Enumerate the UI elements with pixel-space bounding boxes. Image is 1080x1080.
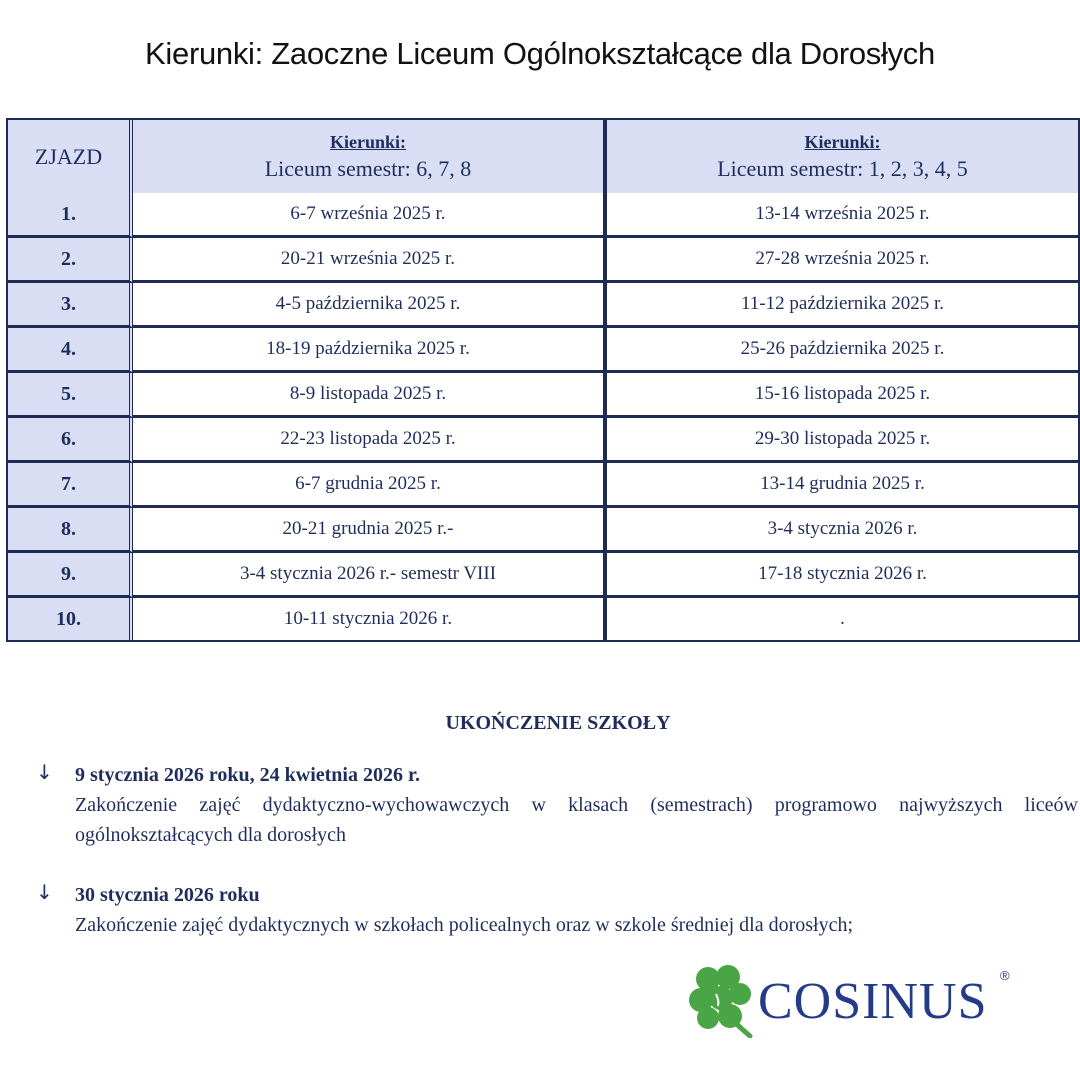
- zjazd-number: 10.: [8, 598, 133, 640]
- header-semestr-6-8: [133, 120, 607, 193]
- zjazd-number: 3.: [8, 283, 133, 328]
- table-row: [8, 238, 1078, 283]
- header-b-label: Kierunki:: [804, 131, 881, 152]
- date-semestr-6-8: 22-23 listopada 2025 r.: [133, 418, 607, 463]
- zjazd-number: 4.: [8, 328, 133, 373]
- zjazd-number: 9.: [8, 553, 133, 598]
- date-semestr-6-8: 6-7 grudnia 2025 r.: [133, 463, 607, 508]
- graduation-item: [36, 880, 1078, 940]
- table-header-row: [8, 120, 1078, 193]
- table-row: [8, 553, 1078, 598]
- header-a-label: Kierunki:: [329, 131, 406, 152]
- graduation-item-text: Zakończenie zajęć dydaktycznych w szkołach policealnych oraz w szkole średniej dla dorosłych;: [75, 914, 854, 936]
- header-zjazd: ZJAZD: [8, 120, 133, 193]
- logo-text: COSINUS: [758, 973, 988, 1030]
- table-row: [8, 598, 1078, 640]
- zjazd-number: 6.: [8, 418, 133, 463]
- date-semestr-6-8: 20-21 września 2025 r.: [133, 238, 607, 283]
- date-semestr-1-5: 17-18 stycznia 2026 r.: [607, 553, 1078, 598]
- graduation-item-date: 9 stycznia 2026 roku, 24 kwietnia 2026 r.: [75, 764, 421, 786]
- table-row: [8, 283, 1078, 328]
- date-semestr-6-8: 4-5 października 2025 r.: [133, 283, 607, 328]
- zjazd-number: 5.: [8, 373, 133, 418]
- table-row: [8, 328, 1078, 373]
- date-semestr-1-5: 25-26 października 2025 r.: [607, 328, 1078, 373]
- graduation-title: UKOŃCZENIE SZKOŁY: [445, 712, 671, 734]
- cosinus-logo: [688, 964, 1028, 1040]
- date-semestr-6-8: 18-19 października 2025 r.: [133, 328, 607, 373]
- date-semestr-6-8: 3-4 stycznia 2026 r.- semestr VIII: [133, 553, 607, 598]
- page-title: Kierunki: Zaoczne Liceum Ogólnokształcące dla Dorosłych: [145, 36, 935, 71]
- header-b-semesters: Liceum semestr: 1, 2, 3, 4, 5: [717, 155, 968, 181]
- table-row: [8, 508, 1078, 553]
- date-semestr-1-5: 29-30 listopada 2025 r.: [607, 418, 1078, 463]
- graduation-item-date: 30 stycznia 2026 roku: [75, 884, 260, 906]
- date-semestr-6-8: 6-7 września 2025 r.: [133, 193, 607, 238]
- graduation-item-text: Zakończenie zajęć dydaktyczno-wychowawczych w klasach (semestrach) programowo najwyższych liceów ogólnokształcących dla dorosłych: [75, 794, 1078, 846]
- arrow-down-icon: ↓: [36, 880, 53, 904]
- date-semestr-1-5: 13-14 września 2025 r.: [607, 193, 1078, 238]
- arrow-down-icon: ↓: [36, 760, 53, 784]
- date-semestr-1-5: 11-12 października 2025 r.: [607, 283, 1078, 328]
- zjazd-number: 8.: [8, 508, 133, 553]
- date-semestr-6-8: 20-21 grudnia 2025 r.-: [133, 508, 607, 553]
- clover-icon: [688, 964, 754, 1038]
- header-a-semesters: Liceum semestr: 6, 7, 8: [264, 155, 472, 181]
- registered-mark: ®: [1000, 968, 1010, 983]
- date-semestr-1-5: 13-14 grudnia 2025 r.: [607, 463, 1078, 508]
- table-row: [8, 373, 1078, 418]
- date-semestr-1-5: 27-28 września 2025 r.: [607, 238, 1078, 283]
- zjazd-number: 1.: [8, 193, 133, 238]
- date-semestr-6-8: 8-9 listopada 2025 r.: [133, 373, 607, 418]
- date-semestr-6-8: 10-11 stycznia 2026 r.: [133, 598, 607, 640]
- table-row: [8, 193, 1078, 238]
- table-row: [8, 418, 1078, 463]
- table-row: [8, 463, 1078, 508]
- schedule-table: [6, 118, 1080, 642]
- header-semestr-1-5: [607, 120, 1078, 193]
- zjazd-number: 2.: [8, 238, 133, 283]
- date-semestr-1-5: 3-4 stycznia 2026 r.: [607, 508, 1078, 553]
- date-semestr-1-5: 15-16 listopada 2025 r.: [607, 373, 1078, 418]
- zjazd-number: 7.: [8, 463, 133, 508]
- graduation-item: [36, 760, 1078, 850]
- date-semestr-1-5: .: [840, 608, 845, 629]
